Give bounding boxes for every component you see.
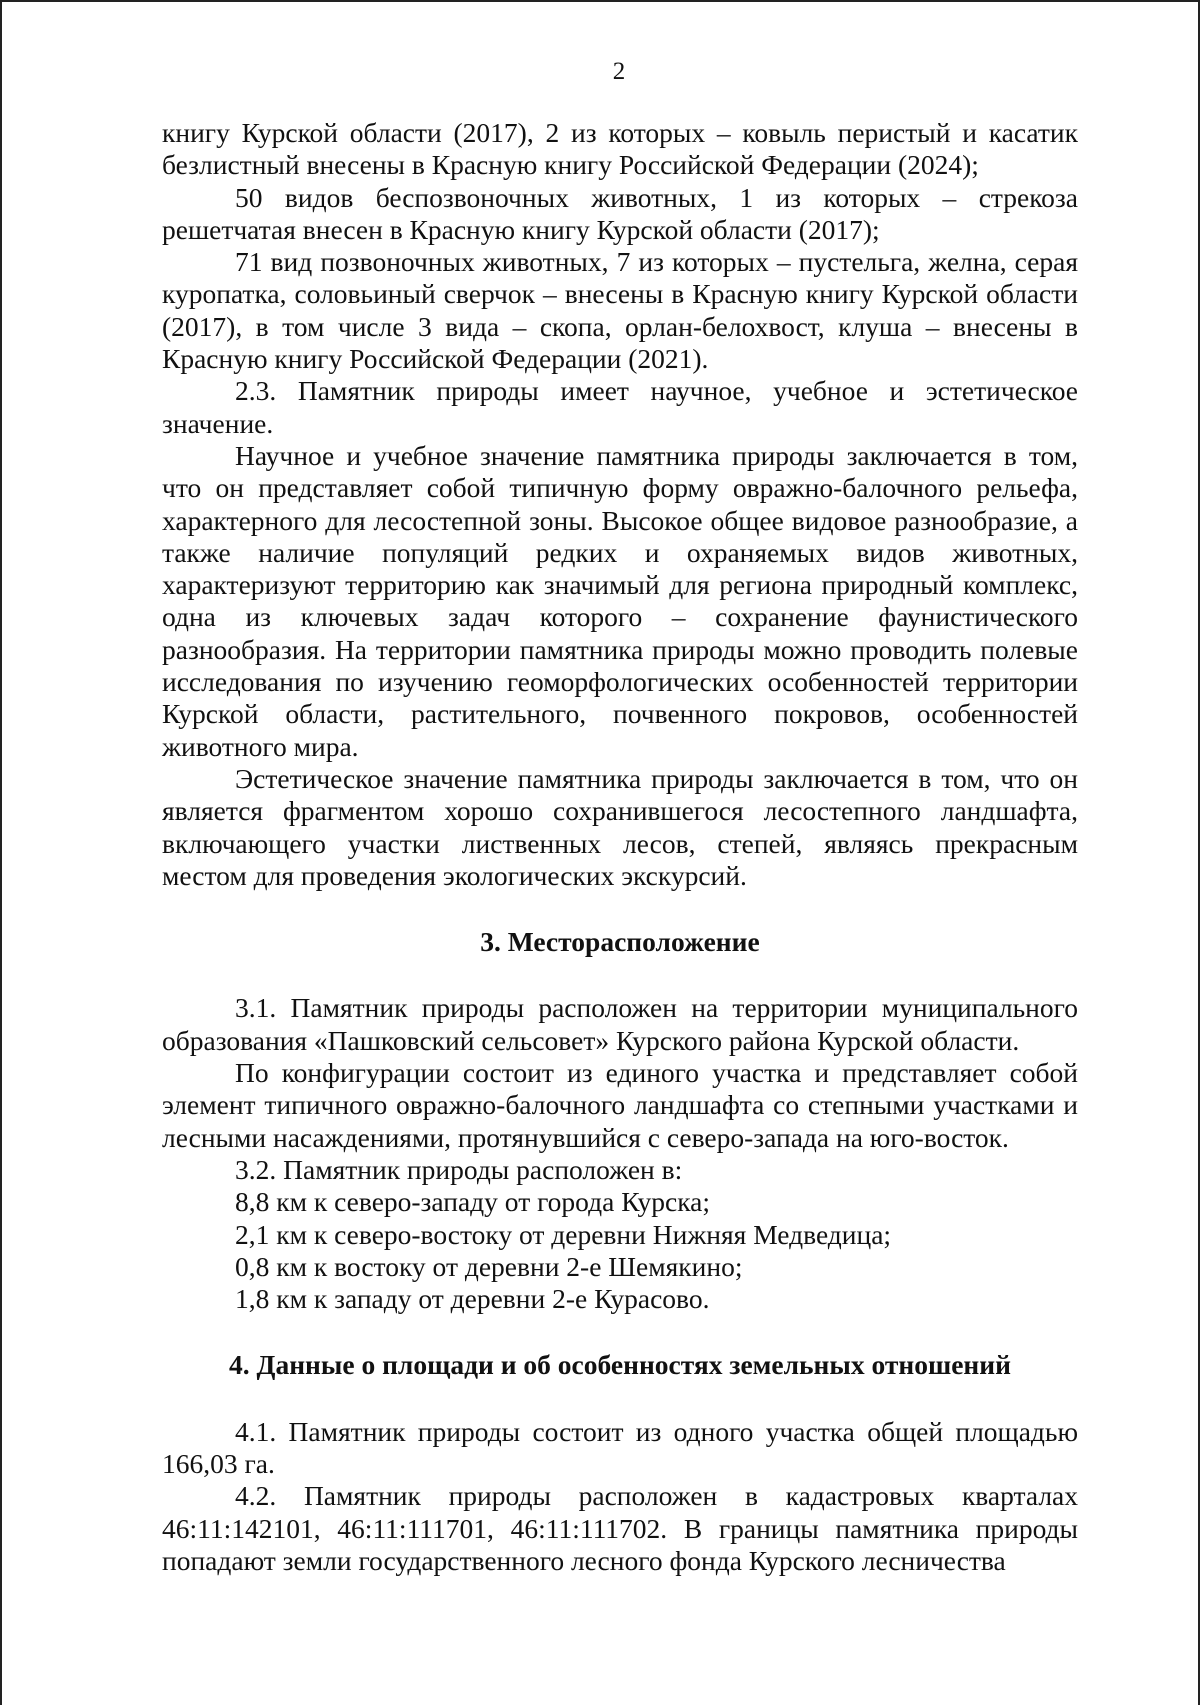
paragraph-4-1: 4.1. Памятник природы состоит из одного участка общей площадью 166,03 га. — [162, 1415, 1078, 1479]
document-body — [162, 117, 1078, 1577]
paragraph-2-3: 2.3. Памятник природы имеет научное, учебное и эстетическое значение. — [162, 375, 1078, 439]
paragraph-scientific-value: Научное и учебное значение памятника природы заключается в том, что он представляет собой типичную форму овражно-балочного рельефа, характерного для лесостепной зоны. Высокое общее видовое разнообразие, а также наличие популяций редких и охраняемых видов животных, характеризуют территорию как значимый для региона природный комплекс, одна из ключевых задач которого – сохранение фаунистического разнообразия. На территории памятника природы можно проводить полевые исследования по изучению геоморфологических особенностей территории Курской области, растительного, почвенного покровов, особенностей животного мира. — [162, 439, 1078, 762]
paragraph-continuation: книгу Курской области (2017), 2 из которых – ковыль перистый и касатик безлистный внесены в Красную книгу Российской Федерации (2024); — [162, 117, 1078, 181]
section-4-heading: 4. Данные о площади и об особенностях земельных отношений — [229, 1349, 1011, 1381]
paragraph-aesthetic-value: Эстетическое значение памятника природы заключается в том, что он является фрагментом хорошо сохранившегося лесостепного ландшафта, включающего участки лиственных лесов, степей, являясь прекрасным местом для проведения экологических экскурсий. — [162, 762, 1078, 891]
paragraph-3-1: 3.1. Памятник природы расположен на территории муниципального образования «Пашковский сельсовет» Курского района Курской области. — [162, 992, 1078, 1056]
scan-border-top — [0, 0, 1200, 2]
paragraph-configuration: По конфигурации состоит из единого участка и представляет собой элемент типичного овражно-балочного ландшафта со степными участками и лесными насаждениями, протянувшийся с северо-запада на юго-восток. — [162, 1057, 1078, 1153]
paragraph-3-2: 3.2. Памятник природы расположен в: — [235, 1153, 683, 1185]
paragraph-vertebrates: 71 вид позвоночных животных, 7 из которых – пустельга, желна, серая куропатка, соловьиный сверчок – внесены в Красную книгу Курской области (2017), в том числе 3 вида – скопа, орлан-белохвост, клуша – внесены в Красную книгу Российской Федерации (2021). — [162, 246, 1078, 375]
section-3-heading: 3. Месторасположение — [480, 926, 760, 958]
paragraph-invertebrates: 50 видов беспозвоночных животных, 1 из которых – стрекоза решетчатая внесен в Красную книгу Курской области (2017); — [162, 181, 1078, 245]
location-item: 1,8 км к западу от деревни 2-е Курасово. — [235, 1283, 710, 1315]
scan-border-left — [0, 0, 2, 1705]
location-item: 8,8 км к северо-западу от города Курска; — [235, 1186, 710, 1218]
paragraph-4-2: 4.2. Памятник природы расположен в кадастровых кварталах 46:11:142101, 46:11:111701, 46:11:111702. В границы памятника природы попадают земли государственного лесного фонда Курского лесничества — [162, 1480, 1078, 1576]
location-item: 0,8 км к востоку от деревни 2-е Шемякино; — [235, 1250, 743, 1282]
page-number: 2 — [612, 58, 626, 85]
location-item: 2,1 км к северо-востоку от деревни Нижняя Медведица; — [235, 1218, 892, 1250]
